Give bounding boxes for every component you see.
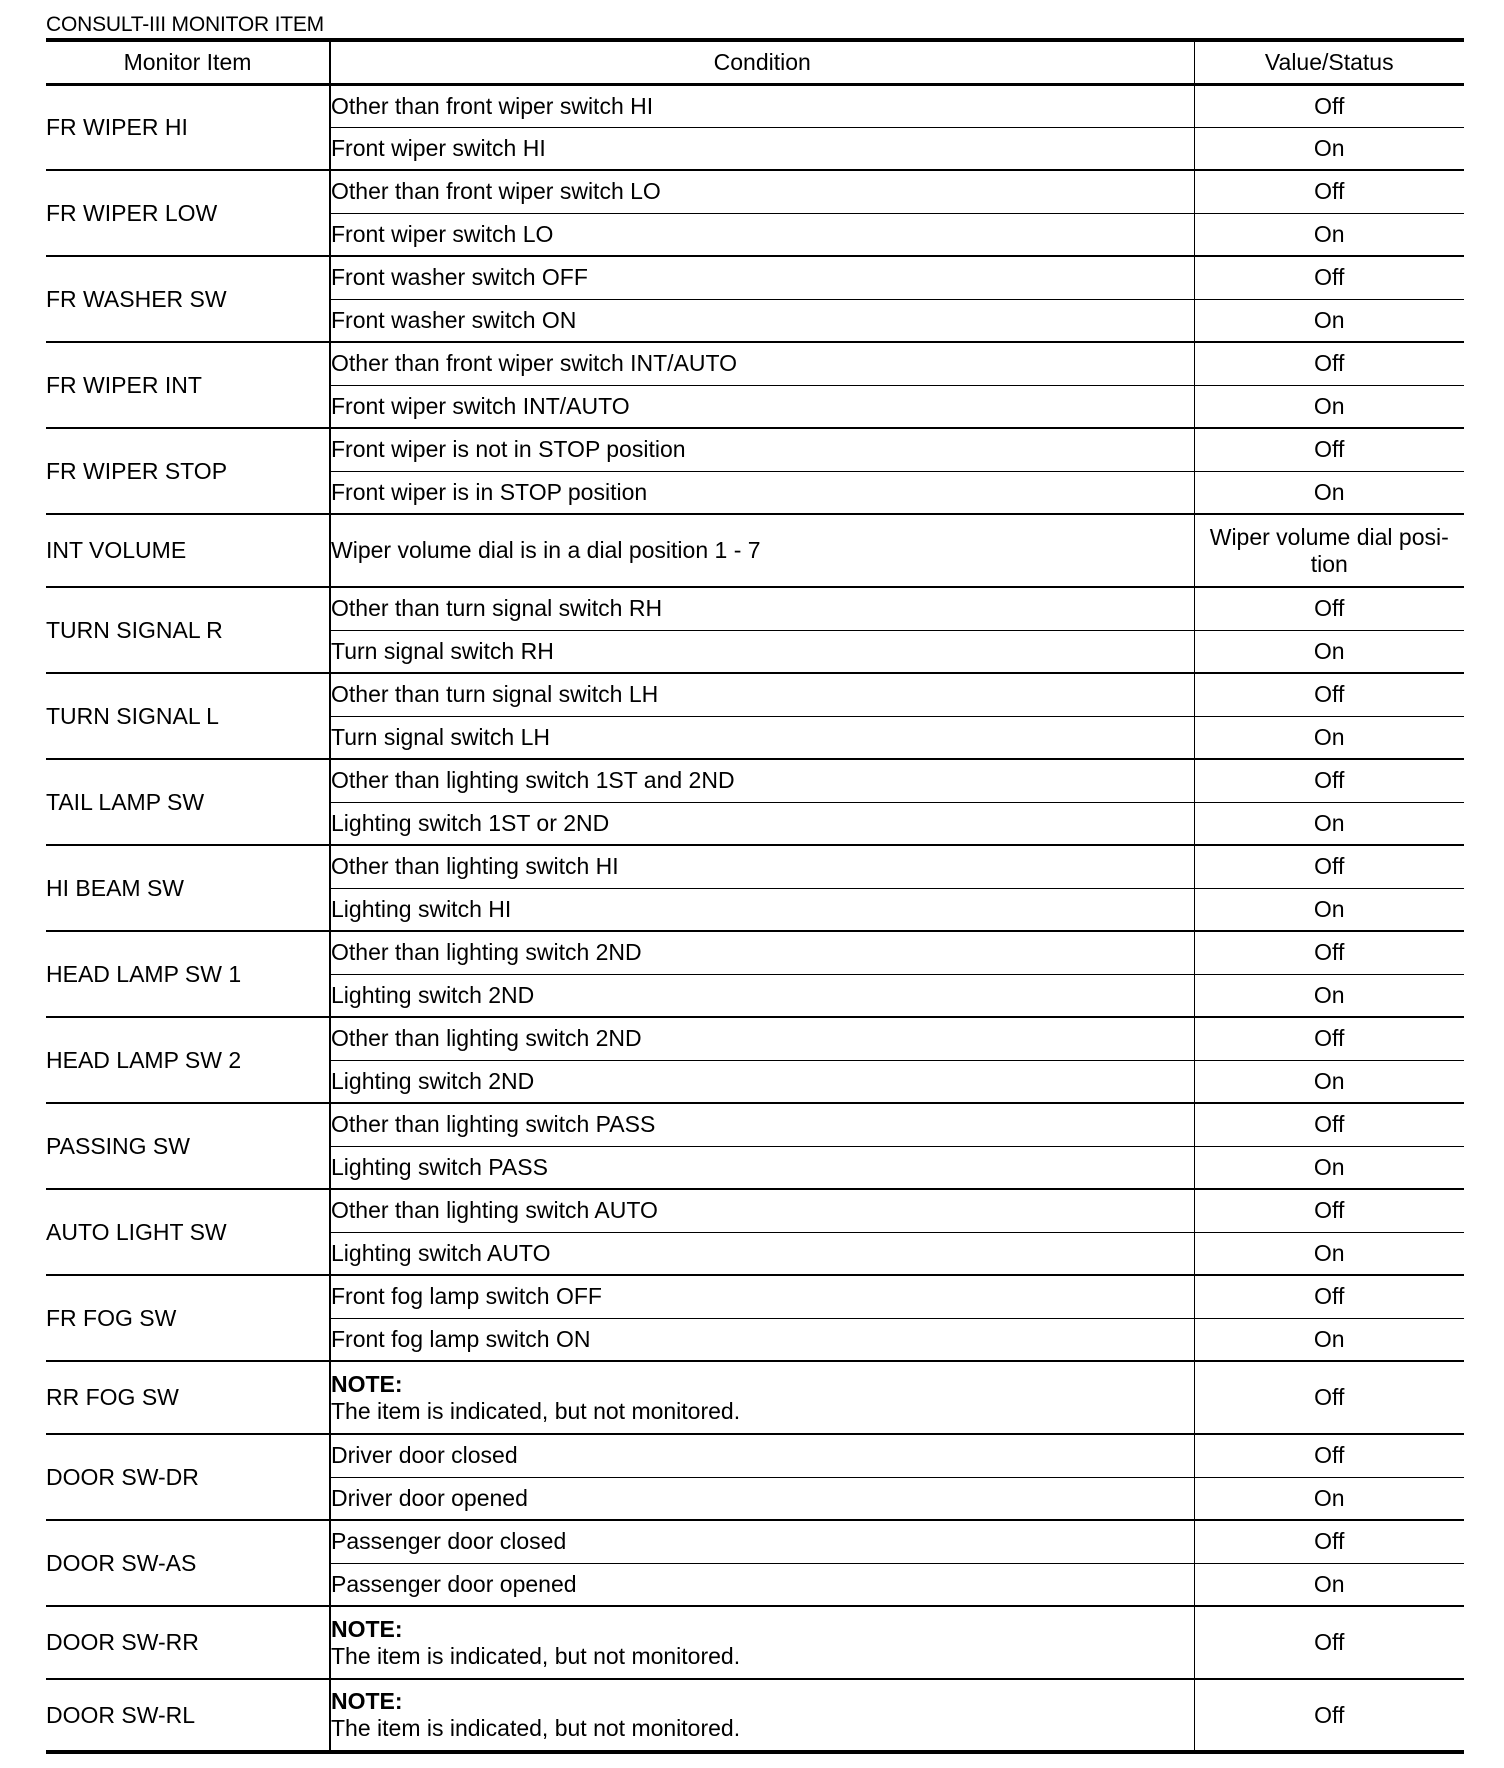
monitor-item-cell: FR WIPER LOW (46, 170, 330, 256)
monitor-item-cell: TAIL LAMP SW (46, 759, 330, 845)
table-row (46, 1520, 1464, 1563)
value-status-cell: On (1194, 1318, 1464, 1361)
condition-cell (330, 1606, 1194, 1679)
value-status-cell: Off (1194, 342, 1464, 385)
table-row (46, 514, 1464, 587)
condition-cell: Other than lighting switch 2ND (330, 1017, 1194, 1060)
value-status-cell: Off (1194, 1606, 1464, 1679)
value-status-cell: On (1194, 299, 1464, 342)
header-monitor-item: Monitor Item (46, 40, 330, 84)
table-body (46, 84, 1464, 1752)
value-status-cell: Off (1194, 1189, 1464, 1232)
table-row (46, 1017, 1464, 1060)
condition-cell: Lighting switch AUTO (330, 1232, 1194, 1275)
value-status-cell: Off (1194, 1017, 1464, 1060)
condition-cell: Passenger door opened (330, 1563, 1194, 1606)
value-status-cell: Off (1194, 1361, 1464, 1434)
monitor-item-table (46, 38, 1464, 1754)
condition-cell: Driver door closed (330, 1434, 1194, 1477)
value-status-cell: Off (1194, 1434, 1464, 1477)
value-status-cell: Off (1194, 170, 1464, 213)
condition-cell: Driver door opened (330, 1477, 1194, 1520)
value-status-cell: On (1194, 630, 1464, 673)
monitor-item-cell: DOOR SW-RR (46, 1606, 330, 1679)
condition-cell: Lighting switch 2ND (330, 1060, 1194, 1103)
table-header-row (46, 40, 1464, 84)
value-status-cell: On (1194, 471, 1464, 514)
monitor-item-cell: PASSING SW (46, 1103, 330, 1189)
table-row (46, 1189, 1464, 1232)
condition-cell: Lighting switch 1ST or 2ND (330, 802, 1194, 845)
condition-cell: Front fog lamp switch OFF (330, 1275, 1194, 1318)
condition-cell: Other than front wiper switch INT/AUTO (330, 342, 1194, 385)
value-status-cell: On (1194, 213, 1464, 256)
monitor-item-cell: FR WIPER HI (46, 84, 330, 170)
value-status-cell: On (1194, 974, 1464, 1017)
value-status-cell: Wiper volume dial posi- tion (1194, 514, 1464, 587)
condition-cell (330, 1361, 1194, 1434)
value-status-cell: Off (1194, 845, 1464, 888)
value-status-cell: Off (1194, 1520, 1464, 1563)
note-title: NOTE: (331, 1615, 403, 1642)
monitor-item-cell: HEAD LAMP SW 2 (46, 1017, 330, 1103)
table-row (46, 1606, 1464, 1679)
monitor-item-cell: TURN SIGNAL R (46, 587, 330, 673)
value-status-cell: Off (1314, 92, 1345, 119)
condition-cell: Front fog lamp switch ON (330, 1318, 1194, 1361)
condition-cell: Lighting switch HI (330, 888, 1194, 931)
table-row (46, 1361, 1464, 1434)
table-caption: CONSULT-III MONITOR ITEM (46, 13, 324, 36)
condition-cell: Turn signal switch RH (330, 630, 1194, 673)
value-status-cell: Off (1194, 256, 1464, 299)
note-text: The item is indicated, but not monitored. (331, 1397, 741, 1424)
condition-cell: Front wiper switch LO (330, 213, 1194, 256)
condition-cell: Other than lighting switch HI (330, 845, 1194, 888)
table-row (46, 587, 1464, 630)
table-row (46, 673, 1464, 716)
table-row (46, 256, 1464, 299)
value-status-cell: On (1194, 1563, 1464, 1606)
condition-cell: Other than turn signal switch RH (330, 587, 1194, 630)
table-row (46, 759, 1464, 802)
monitor-item-cell: AUTO LIGHT SW (46, 1189, 330, 1275)
condition-cell: Other than lighting switch 2ND (330, 931, 1194, 974)
value-status-cell: Off (1194, 1679, 1464, 1752)
condition-cell: Front wiper switch INT/AUTO (330, 385, 1194, 428)
condition-cell: Lighting switch PASS (330, 1146, 1194, 1189)
condition-cell (330, 1679, 1194, 1752)
table-row (46, 428, 1464, 471)
monitor-item-cell: FR WASHER SW (46, 256, 330, 342)
condition-cell: Turn signal switch LH (330, 716, 1194, 759)
condition-cell: Front wiper is not in STOP position (330, 428, 1194, 471)
condition-cell: Front wiper is in STOP position (330, 471, 1194, 514)
condition-cell: Other than front wiper switch LO (330, 170, 1194, 213)
value-status-cell: On (1194, 127, 1464, 170)
value-status-cell: On (1194, 1060, 1464, 1103)
header-condition: Condition (330, 40, 1194, 84)
note-text: The item is indicated, but not monitored. (331, 1642, 741, 1669)
monitor-item-cell: HEAD LAMP SW 1 (46, 931, 330, 1017)
value-status-cell: On (1194, 802, 1464, 845)
value-status-cell: Off (1194, 1103, 1464, 1146)
condition-cell: Other than lighting switch 1ST and 2ND (330, 759, 1194, 802)
note-title: NOTE: (331, 1370, 403, 1397)
value-status-cell: On (1194, 1146, 1464, 1189)
condition-cell: Front wiper switch HI (330, 127, 1194, 170)
note-text: The item is indicated, but not monitored. (331, 1715, 741, 1741)
monitor-item-cell: FR WIPER INT (46, 342, 330, 428)
condition-cell: Other than lighting switch AUTO (330, 1189, 1194, 1232)
table-row (46, 84, 1464, 127)
monitor-item-cell: DOOR SW-AS (46, 1520, 330, 1606)
monitor-item-cell: TURN SIGNAL L (46, 673, 330, 759)
monitor-item-cell: FR WIPER STOP (46, 428, 330, 514)
value-status-cell: On (1194, 888, 1464, 931)
value-status-cell: On (1194, 716, 1464, 759)
table-row (46, 1679, 1464, 1752)
value-status-cell: Off (1194, 1275, 1464, 1318)
value-status-cell: On (1194, 1477, 1464, 1520)
condition-cell: Passenger door closed (330, 1520, 1194, 1563)
condition-cell: Wiper volume dial is in a dial position 1 - 7 (330, 514, 1194, 587)
table-row (46, 931, 1464, 974)
table-row (46, 845, 1464, 888)
table-row (46, 1434, 1464, 1477)
table-row (46, 1275, 1464, 1318)
monitor-item-cell: FR FOG SW (46, 1275, 330, 1361)
monitor-item-cell: INT VOLUME (46, 514, 330, 587)
value-status-cell: On (1194, 1232, 1464, 1275)
condition-cell: Other than front wiper switch HI (330, 84, 1194, 127)
condition-cell: Lighting switch 2ND (330, 974, 1194, 1017)
monitor-item-cell: DOOR SW-DR (46, 1434, 330, 1520)
header-value-status: Value/Status (1194, 40, 1464, 84)
value-status-cell: On (1194, 385, 1464, 428)
condition-cell: Other than turn signal switch LH (330, 673, 1194, 716)
monitor-item-cell: DOOR SW-RL (46, 1679, 330, 1752)
condition-cell: Front washer switch ON (330, 299, 1194, 342)
table-row (46, 1103, 1464, 1146)
condition-cell: Front washer switch OFF (330, 256, 1194, 299)
value-status-cell: Off (1194, 759, 1464, 802)
note-title: NOTE: (331, 1688, 403, 1714)
value-status-cell: Off (1194, 931, 1464, 974)
table-row (46, 342, 1464, 385)
value-status-cell: Off (1194, 587, 1464, 630)
monitor-item-cell: HI BEAM SW (46, 845, 330, 931)
monitor-item-cell: RR FOG SW (46, 1361, 330, 1434)
table-row (46, 170, 1464, 213)
condition-cell: Other than lighting switch PASS (330, 1103, 1194, 1146)
value-status-cell: Off (1194, 428, 1464, 471)
value-status-cell: Off (1194, 673, 1464, 716)
